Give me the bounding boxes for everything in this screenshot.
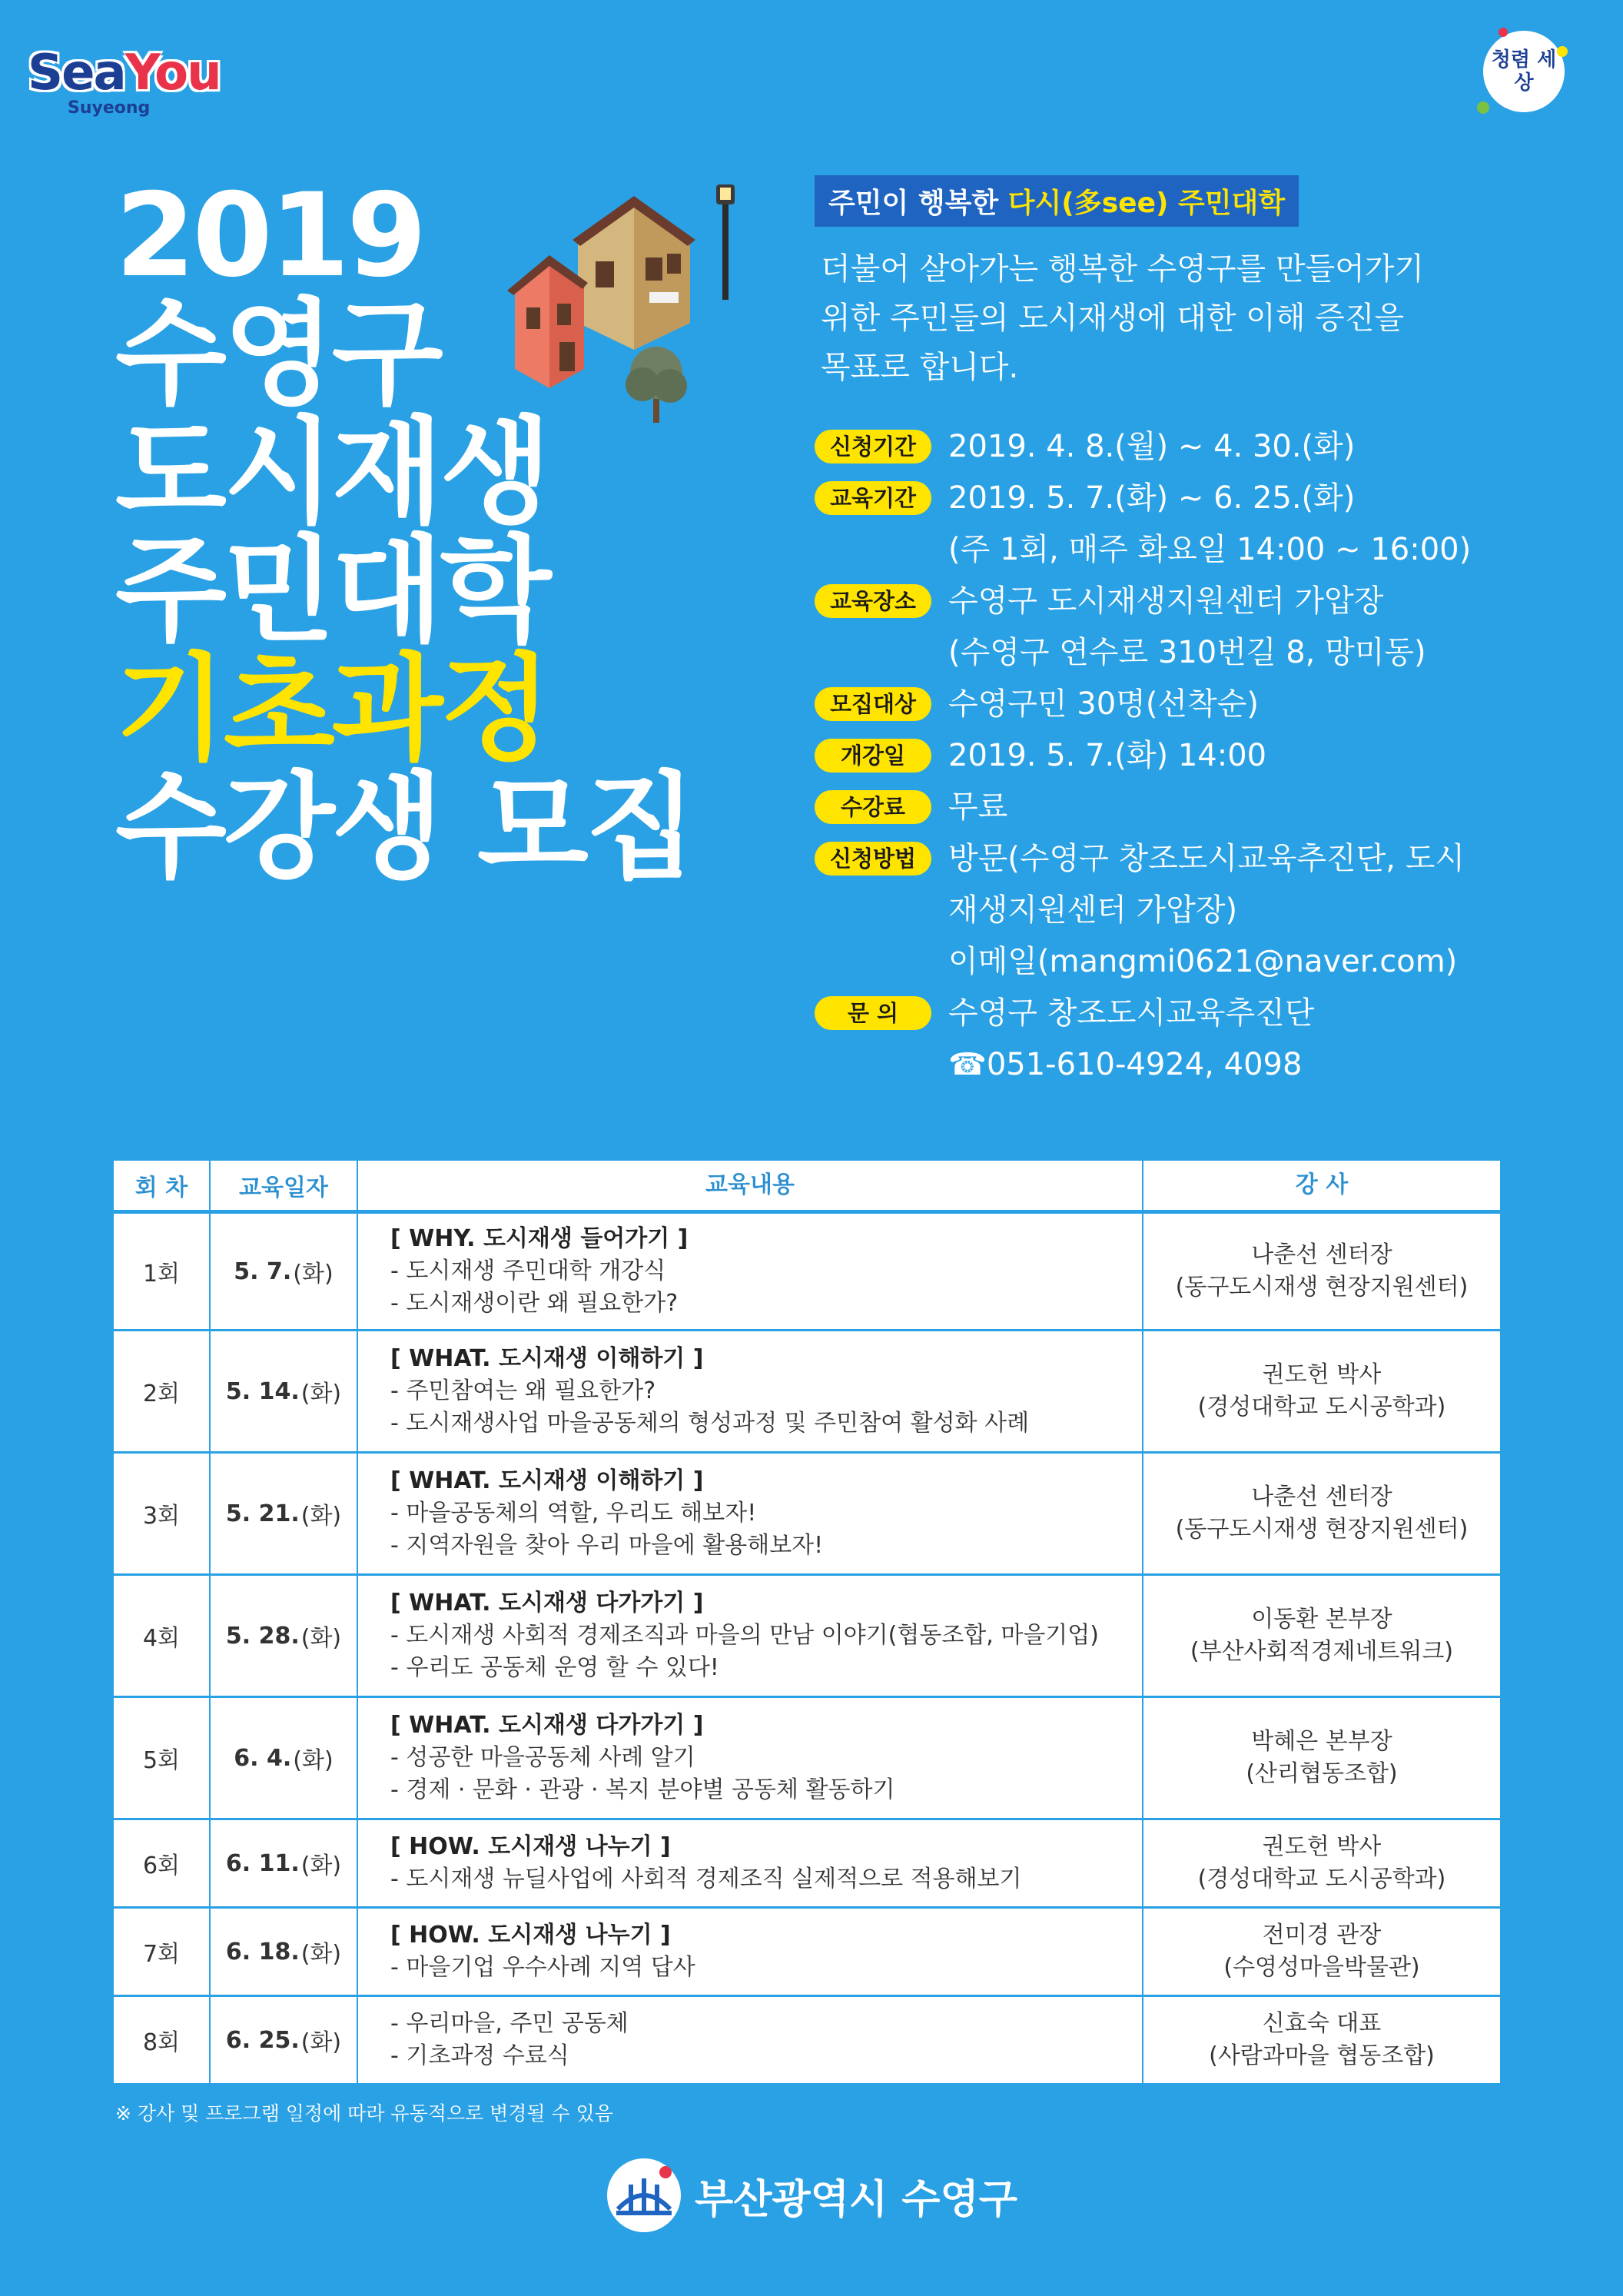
cell-lecturer xyxy=(1143,1698,1500,1818)
date-value: 5. 21. xyxy=(225,1500,300,1527)
suyeong-emblem-icon xyxy=(607,2158,681,2232)
info-row-education-schedule xyxy=(815,524,1583,576)
seayou-sub-text: Suyeong xyxy=(68,98,151,118)
date-value: 6. 18. xyxy=(225,1938,300,1965)
cell-date xyxy=(211,1997,358,2083)
content-line: - 도시재생이란 왜 필요한가? xyxy=(390,1290,679,1317)
lecturer-org: (경성대학교 도시공학과) xyxy=(1197,1866,1446,1892)
info-label-pill: 신청방법 xyxy=(815,842,931,876)
date-day: (화) xyxy=(293,1261,334,1288)
cell-date xyxy=(211,1820,358,1906)
info-value: 수영구민 30명(선착순) xyxy=(948,686,1259,722)
cell-date xyxy=(211,1214,358,1329)
content-line: - 도시재생사업 마을공동체의 형성과정 및 주민참여 활성화 사례 xyxy=(390,1410,1030,1437)
clean-world-logo xyxy=(1483,31,1568,123)
subtitle-lead: 주민이 행복한 xyxy=(828,188,1008,219)
cell-lecturer xyxy=(1143,1820,1500,1906)
content-line: - 성공한 마을공동체 사례 알기 xyxy=(390,1744,695,1771)
info-value-email[interactable]: 이메일(mangmi0621@naver.com) xyxy=(948,944,1458,979)
lecturer-name: 이동환 본부장 xyxy=(1251,1606,1392,1633)
program-subtitle xyxy=(815,175,1299,227)
lecturer-name: 권도헌 박사 xyxy=(1262,1833,1382,1860)
lecturer-org: (동구도시재생 현장지원센터) xyxy=(1175,1516,1469,1543)
seayou-logo-mark xyxy=(28,45,221,101)
info-label-pill: 교육장소 xyxy=(815,584,931,618)
lecturer-name: 권도헌 박사 xyxy=(1262,1361,1382,1388)
cell-lecturer xyxy=(1143,1214,1500,1329)
info-row-phone xyxy=(815,1039,1583,1091)
lecturer-org: (부산사회적경제네트워크) xyxy=(1190,1638,1454,1665)
info-row-education-period xyxy=(815,473,1583,524)
intro-line: 더불어 살아가는 행복한 수영구를 만들어가기 xyxy=(821,251,1425,287)
table-row xyxy=(114,1576,1500,1698)
cell-lecturer xyxy=(1143,1331,1500,1451)
info-label-spacer xyxy=(815,636,931,670)
content-heading: [ WHY. 도시재생 들어가기 ] xyxy=(390,1225,689,1252)
cell-content xyxy=(358,1997,1143,2083)
clean-world-badge: 청렴 세상 xyxy=(1483,31,1565,112)
date-day: (화) xyxy=(300,1941,342,1968)
date-value: 5. 28. xyxy=(225,1622,300,1650)
info-row-venue xyxy=(815,576,1583,627)
cell-date xyxy=(211,1576,358,1696)
content-heading: [ WHAT. 도시재생 다가가기 ] xyxy=(390,1712,704,1739)
bridge-emblem-icon xyxy=(607,2158,681,2232)
title-recruitment: 수강생 모집 xyxy=(115,761,694,895)
info-value: 무료 xyxy=(948,789,1008,825)
info-label-spacer xyxy=(815,893,931,927)
logo-dot-red xyxy=(1499,28,1508,37)
cell-round: 6회 xyxy=(114,1820,211,1906)
houses-illustration xyxy=(492,177,753,446)
subtitle-highlight: 다시(多see) 주민대학 xyxy=(1007,188,1286,219)
lamp-post-icon xyxy=(716,184,735,300)
info-label-spacer xyxy=(815,945,931,979)
date-value: 5. 7. xyxy=(234,1258,292,1285)
header-lecturer: 강 사 xyxy=(1295,1171,1349,1198)
cell-content xyxy=(358,1909,1143,1995)
date-value: 6. 11. xyxy=(225,1849,300,1877)
lecturer-name: 박혜은 본부장 xyxy=(1251,1728,1392,1755)
info-value: 재생지원센터 가압장) xyxy=(948,892,1238,928)
date-day: (화) xyxy=(300,1625,342,1652)
footer-brand xyxy=(607,2158,1017,2232)
cell-date xyxy=(211,1698,358,1818)
content-heading: [ WHAT. 도시재생 다가가기 ] xyxy=(390,1590,704,1617)
lecturer-name: 신효숙 대표 xyxy=(1262,2010,1382,2037)
title-district: 수영구 xyxy=(115,287,440,421)
content-line: - 도시재생 주민대학 개강식 xyxy=(390,1258,666,1284)
table-row xyxy=(114,1820,1500,1909)
seayou-sea-text: Sea xyxy=(28,45,125,101)
logo-dot-green xyxy=(1477,101,1489,114)
info-label-pill: 수강료 xyxy=(815,790,931,824)
title-basic-course: 기초과정 xyxy=(115,643,549,776)
cell-lecturer xyxy=(1143,1576,1500,1696)
table-row xyxy=(114,1331,1500,1454)
cell-content xyxy=(358,1820,1143,1906)
info-row-application-method xyxy=(815,833,1583,885)
info-label-pill: 문 의 xyxy=(815,996,931,1030)
title-year: 2019 xyxy=(115,169,424,303)
table-header xyxy=(114,1161,1500,1214)
lecturer-org: (수영성마을박물관) xyxy=(1223,1954,1420,1981)
cell-round: 2회 xyxy=(114,1331,211,1451)
seayou-you-text: You xyxy=(124,45,221,101)
header-round: 회 차 xyxy=(114,1161,211,1210)
lecturer-org: (동구도시재생 현장지원센터) xyxy=(1175,1274,1469,1301)
info-row-application-method-cont xyxy=(815,885,1583,936)
info-value-phone[interactable]: ☎051-610-4924, 4098 xyxy=(948,1047,1303,1082)
cell-content xyxy=(358,1576,1143,1696)
info-row-email xyxy=(815,936,1583,988)
cell-lecturer xyxy=(1143,1997,1500,2083)
cell-content xyxy=(358,1454,1143,1573)
info-value: 2019. 5. 7.(화) 14:00 xyxy=(948,738,1267,773)
date-day: (화) xyxy=(300,1381,342,1407)
date-value: 6. 4. xyxy=(234,1744,292,1772)
info-label-spacer xyxy=(815,533,931,567)
content-line: - 주민참여는 왜 필요한가? xyxy=(390,1377,656,1404)
footer-name: 부산광역시 수영구 xyxy=(695,2176,1017,2223)
info-label-pill: 교육기간 xyxy=(815,481,931,515)
content-line: - 지역자원을 찾아 우리 마을에 활용해보자! xyxy=(390,1532,824,1559)
cell-lecturer xyxy=(1143,1454,1500,1573)
content-line: - 도시재생 사회적 경제조직과 마을의 만남 이야기(협동조합, 마을기업) xyxy=(390,1622,1099,1649)
intro-text xyxy=(821,244,1512,392)
info-row-target xyxy=(815,679,1583,730)
intro-line: 목표로 합니다. xyxy=(821,350,1019,385)
cell-content xyxy=(358,1214,1143,1329)
lecturer-org: (경성대학교 도시공학과) xyxy=(1197,1394,1446,1420)
cell-content xyxy=(358,1698,1143,1818)
title-urban-regeneration: 도시재생 xyxy=(115,406,549,540)
cell-round: 7회 xyxy=(114,1909,211,1995)
info-row-inquiry xyxy=(815,988,1583,1039)
info-row-venue-address xyxy=(815,627,1583,679)
date-value: 6. 25. xyxy=(225,2026,300,2054)
info-row-fee xyxy=(815,782,1583,833)
content-line: - 도시재생 뉴딜사업에 사회적 경제조직 실제적으로 적용해보기 xyxy=(390,1866,1022,1892)
intro-line: 위한 주민들의 도시재생에 대한 이해 증진을 xyxy=(821,301,1405,336)
tree-icon xyxy=(626,347,687,423)
content-line: - 경제 · 문화 · 관광 · 복지 분야별 공동체 활동하기 xyxy=(390,1776,895,1803)
cell-round: 4회 xyxy=(114,1576,211,1696)
info-label-pill: 신청기간 xyxy=(815,430,931,464)
cell-round: 1회 xyxy=(114,1214,211,1329)
large-house-icon xyxy=(573,196,695,350)
schedule-note: ※ 강사 및 프로그램 일정에 따라 유동적으로 변경될 수 있음 xyxy=(115,2102,613,2125)
info-label-pill: 모집대상 xyxy=(815,687,931,721)
table-row xyxy=(114,1997,1500,2083)
date-day: (화) xyxy=(293,1747,334,1774)
date-day: (화) xyxy=(300,1503,342,1530)
header-content: 교육내용 xyxy=(358,1161,1143,1210)
info-value: 2019. 5. 7.(화) ~ 6. 25.(화) xyxy=(948,480,1356,516)
content-heading: [ WHAT. 도시재생 이해하기 ] xyxy=(390,1345,704,1372)
lecturer-org: (사람과마을 협동조합) xyxy=(1209,2042,1435,2069)
lecturer-name: 전미경 관장 xyxy=(1262,1922,1382,1949)
cell-date xyxy=(211,1454,358,1573)
content-line: - 마을기업 우수사례 지역 답사 xyxy=(390,1954,695,1981)
content-line: - 마을공동체의 역할, 우리도 해보자! xyxy=(390,1500,757,1527)
content-line: - 우리도 공동체 운영 할 수 있다! xyxy=(390,1654,719,1681)
info-value: (주 1회, 매주 화요일 14:00 ~ 16:00) xyxy=(948,532,1472,567)
info-row-application-period xyxy=(815,421,1583,473)
logo-dot-yellow xyxy=(1557,46,1568,57)
seayou-logo xyxy=(28,45,221,129)
info-list xyxy=(815,421,1583,1091)
small-house-icon xyxy=(507,255,588,388)
content-line: - 기초과정 수료식 xyxy=(390,2042,569,2069)
info-row-opening-day xyxy=(815,730,1583,782)
table-row xyxy=(114,1454,1500,1576)
table-row xyxy=(114,1698,1500,1820)
cell-lecturer xyxy=(1143,1909,1500,1995)
content-heading: [ HOW. 도시재생 나누기 ] xyxy=(390,1833,671,1860)
schedule-table xyxy=(114,1161,1500,2083)
cell-round: 5회 xyxy=(114,1698,211,1818)
cell-content xyxy=(358,1331,1143,1451)
info-label-pill: 개강일 xyxy=(815,739,931,773)
content-heading: [ HOW. 도시재생 나누기 ] xyxy=(390,1922,671,1949)
date-day: (화) xyxy=(300,1852,342,1879)
date-day: (화) xyxy=(300,2029,342,2056)
lecturer-name: 나춘선 센터장 xyxy=(1251,1484,1392,1510)
info-value: 방문(수영구 창조도시교육추진단, 도시 xyxy=(948,841,1465,876)
cell-round: 8회 xyxy=(114,1997,211,2083)
cell-round: 3회 xyxy=(114,1454,211,1573)
info-value: 수영구 창조도시교육추진단 xyxy=(948,995,1315,1031)
title-resident-college: 주민대학 xyxy=(115,524,549,658)
cell-date xyxy=(211,1331,358,1451)
cell-date xyxy=(211,1909,358,1995)
lecturer-name: 나춘선 센터장 xyxy=(1251,1241,1392,1268)
date-value: 5. 14. xyxy=(225,1377,300,1405)
content-line: - 우리마을, 주민 공동체 xyxy=(390,2010,629,2037)
lecturer-org: (산리협동조합) xyxy=(1246,1760,1398,1787)
info-label-spacer xyxy=(815,1048,931,1082)
info-value: 2019. 4. 8.(월) ~ 4. 30.(화) xyxy=(948,429,1356,464)
info-value: (수영구 연수로 310번길 8, 망미동) xyxy=(948,635,1426,670)
table-row xyxy=(114,1214,1500,1331)
header-date: 교육일자 xyxy=(211,1161,358,1210)
table-row xyxy=(114,1909,1500,1997)
info-value: 수영구 도시재생지원센터 가압장 xyxy=(948,583,1384,619)
content-heading: [ WHAT. 도시재생 이해하기 ] xyxy=(390,1467,704,1494)
